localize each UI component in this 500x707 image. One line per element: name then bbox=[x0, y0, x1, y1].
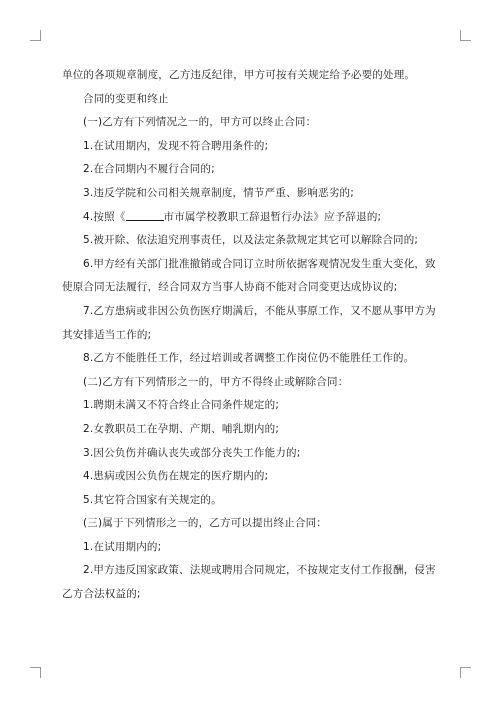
list-item: 3.因公负伤并确认丧失或部分丧失工作能力的; bbox=[83, 446, 301, 459]
clause-heading-party-b-may-terminate: (三)属于下列情形之一的，乙方可以提出终止合同： bbox=[83, 517, 327, 530]
list-item: 1.聘期未满又不符合终止合同条件规定的; bbox=[83, 399, 280, 412]
list-item: 2.甲方违反国家政策、法规或聘用合同规定，不按规定支付工作报酬，侵害乙方合法权益的; bbox=[62, 564, 436, 601]
list-item: 5.被开除、依法追究刑事责任，以及法定条款规定其它可以解除合同的; bbox=[83, 234, 419, 247]
paragraph-regulations-continued: 单位的各项规章制度，乙方违反纪律，甲方可按有关规定给予必要的处理。 bbox=[62, 69, 416, 81]
list-item-with-blank bbox=[62, 206, 438, 230]
list-item: 5.其它符合国家有关规定的。 bbox=[83, 493, 222, 506]
list-item: 6.甲方经有关部门批准撤销或合同订立时所依据客观情况发生重大变化，致使原合同无法履行，经合同双方当事人协商不能对合同变更达成协议的; bbox=[62, 257, 436, 294]
list-item: 1.在试用期内，发现不符合聘用条件的; bbox=[83, 139, 269, 152]
list-item-text-before-blank: 4.按照《 bbox=[83, 210, 126, 223]
fill-in-blank bbox=[126, 210, 164, 221]
clause-heading-party-a-may-not-terminate: (二)乙方有下列情形之一的，甲方不得终止或解除合同： bbox=[83, 375, 349, 388]
section-heading-contract-change: 合同的变更和终止 bbox=[83, 92, 169, 105]
list-item: 7.乙方患病或非因公负伤医疗期满后，不能从事原工作，又不愿从事甲方为其安排适当工作的; bbox=[62, 304, 436, 341]
document-body bbox=[62, 64, 438, 607]
list-item: 2.在合同期内不履行合同的; bbox=[83, 163, 215, 176]
list-item: 1.在试用期内的; bbox=[83, 540, 162, 553]
list-item: 8.乙方不能胜任工作，经过培训或者调整工作岗位仍不能胜任工作的。 bbox=[83, 352, 415, 365]
crop-mark-bottom-right bbox=[460, 667, 471, 678]
crop-mark-top-right bbox=[460, 30, 471, 41]
crop-mark-bottom-left bbox=[30, 667, 41, 678]
list-item: 3.违反学院和公司相关规章制度，情节严重、影响恶劣的; bbox=[83, 186, 354, 199]
clause-heading-party-a-may-terminate: (一)乙方有下列情况之一的，甲方可以终止合同： bbox=[83, 116, 317, 129]
crop-mark-top-left bbox=[30, 30, 41, 41]
list-item: 4.患病或因公负伤在规定的医疗期内的; bbox=[83, 470, 269, 483]
list-item-text-after-blank: 市市属学校教职工辞退暂行办法》应予辞退的; bbox=[163, 210, 382, 223]
list-item: 2.女教职员工在孕期、产期、哺乳期内的; bbox=[83, 422, 280, 435]
